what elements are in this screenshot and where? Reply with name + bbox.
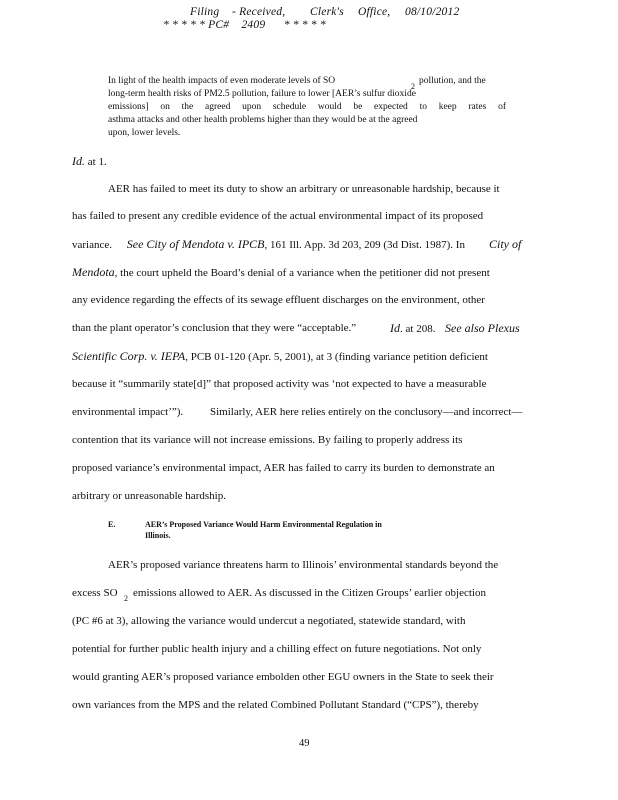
header-received: - Received,	[232, 6, 286, 18]
body1-line-8: because it “summarily state[d]” that proposed activity was ‘not expected to have a measurable	[72, 378, 487, 390]
body2-line-1: AER’s proposed variance threatens harm to Illinois’ environmental standards beyond the	[108, 559, 499, 571]
quote-line-5: upon, lower levels.	[108, 128, 181, 138]
quote-line-1c: pollution, and the	[419, 76, 486, 86]
body2-subscript: 2	[124, 594, 128, 603]
body1-line-9b: Similarly, AER here relies entirely on the conclusory—and incorrect—	[210, 406, 523, 418]
quote-subscript: 2	[411, 82, 415, 91]
header-office: Office,	[358, 6, 391, 18]
quote-line-4: asthma attacks and other health problems higher than they would be at the agreed	[108, 115, 418, 125]
body1-line-4: Mendota, the court upheld the Board’s denial of a variance when the petitioner did not present	[72, 265, 490, 279]
header-pc-number: * * * * * PC# 2409 * * * * *	[163, 19, 326, 31]
body1-line-6-id: Id. at 208.	[390, 321, 436, 335]
body1-line-1: AER has failed to meet its duty to show an arbitrary or unreasonable hardship, because it	[108, 183, 500, 195]
body2-line-4: potential for further public health injury and a chilling effect on future negotiations. Not only	[72, 643, 482, 655]
quote-line-1a: In light of the health impacts of even moderate levels of SO	[108, 76, 336, 86]
header-clerks: Clerk's	[310, 6, 344, 18]
body2-line-6: own variances from the MPS and the related Combined Pollutant Standard (“CPS”), thereby	[72, 699, 479, 711]
section-title-line-1: AER’s Proposed Variance Would Harm Environmental Regulation in	[145, 520, 382, 529]
body1-line-2: has failed to present any credible evidence of the actual environmental impact of its proposed	[72, 210, 484, 222]
body2-line-2c: emissions allowed to AER. As discussed in the Citizen Groups’ earlier objection	[133, 587, 486, 599]
quote-line-2: long-term health risks of PM2.5 pollution, failure to lower [AER’s sulfur dioxide	[108, 89, 416, 99]
header-date: 08/10/2012	[405, 6, 460, 18]
body1-line-7: Scientific Corp. v. IEPA, PCB 01-120 (Apr. 5, 2001), at 3 (finding variance petition deficient	[72, 349, 488, 363]
body1-line-6: than the plant operator’s conclusion that they were “acceptable.”	[72, 322, 357, 334]
body2-line-3: (PC #6 at 3), allowing the variance would undercut a negotiated, statewide standard, with	[72, 615, 466, 627]
body1-line-10: contention that its variance will not increase emissions. By failing to properly address its	[72, 434, 463, 446]
section-letter: E.	[108, 520, 116, 529]
quote-line-3: emissions] on the agreed upon schedule would be expected to keep rates of	[108, 102, 506, 112]
body2-line-2a: excess SO	[72, 587, 118, 599]
body2-line-5: would granting AER’s proposed variance embolden other EGU owners in the State to seek their	[72, 671, 494, 683]
body1-line-12: arbitrary or unreasonable hardship.	[72, 490, 226, 502]
section-title-line-2: Illinois.	[145, 531, 171, 540]
body1-line-9: environmental impact’”).	[72, 406, 184, 418]
body1-line-3-cityof: City of	[489, 237, 522, 251]
body1-line-11: proposed variance’s environmental impact, AER has failed to carry its burden to demonstrate an	[72, 462, 495, 474]
header-filing: Filing	[190, 6, 220, 18]
body1-line-5: any evidence regarding the effects of its sewage effluent discharges on the environment, other	[72, 294, 485, 306]
page-number: 49	[299, 738, 310, 749]
citation-id: Id. at 1.	[72, 154, 107, 168]
body1-line-3: variance. See City of Mendota v. IPCB, 161 Ill. App. 3d 203, 209 (3d Dist. 1987). In	[72, 237, 465, 251]
body1-line-6-seealso: See also Plexus	[445, 321, 520, 335]
